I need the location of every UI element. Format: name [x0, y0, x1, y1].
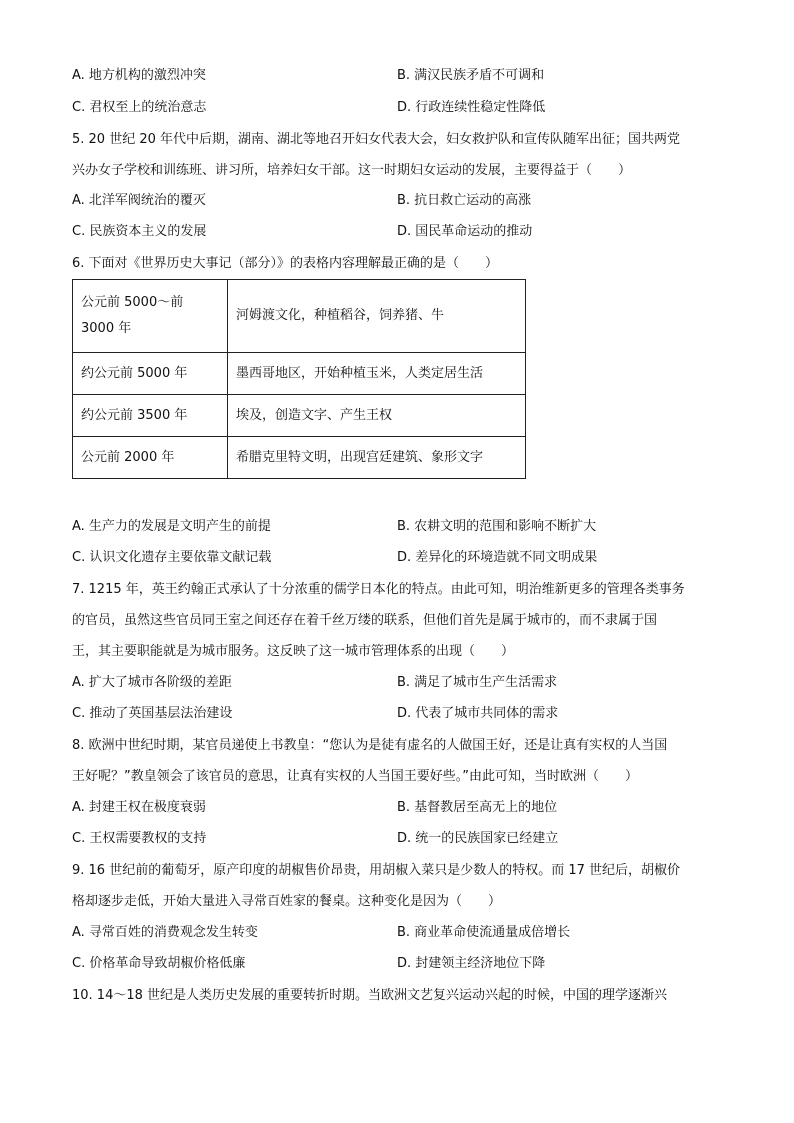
- table-cell-event: 河姆渡文化，种植稻谷，饲养猪、牛: [228, 280, 526, 353]
- q9-options-row-1: [72, 923, 732, 943]
- q4-options-row-1: [72, 66, 732, 86]
- q4-options-row-2: [72, 98, 732, 118]
- table-cell-time: 公元前 5000～前 3000 年: [73, 280, 228, 353]
- q8-options-row-2: [72, 829, 732, 849]
- table-cell-time: 约公元前 5000 年: [73, 353, 228, 395]
- q9-stem-line: 9. 16 世纪前的葡萄牙，原产印度的胡椒售价昂贵，用胡椒入菜只是少数人的特权。而 17 世纪后，胡椒价: [72, 863, 681, 878]
- q7-stem: [72, 574, 724, 667]
- q7-stem-line: 7. 1215 年，英王约翰正式承认了十分浓重的儒学日本化的特点。由此可知，明治维新更多的管理各类事务: [72, 582, 685, 597]
- table-cell-event: 墨西哥地区，开始种植玉米，人类定居生活: [228, 353, 526, 395]
- q5-option-c[interactable]: C. 民族资本主义的发展: [72, 224, 207, 239]
- q5-stem: [72, 124, 724, 186]
- q4-option-c[interactable]: C. 君权至上的统治意志: [72, 100, 207, 115]
- q4-option-d[interactable]: D. 行政连续性稳定性降低: [397, 100, 546, 115]
- q8-option-c[interactable]: C. 王权需要教权的支持: [72, 831, 207, 846]
- q7-option-b[interactable]: B. 满足了城市生产生活需求: [397, 675, 558, 690]
- table-cell-event: 希腊克里特文明，出现宫廷建筑、象形文字: [228, 437, 526, 479]
- q6-options-row-1: [72, 517, 732, 537]
- table-row: [73, 437, 526, 479]
- q8-option-b[interactable]: B. 基督教居至高无上的地位: [397, 800, 558, 815]
- q6-option-b[interactable]: B. 农耕文明的范围和影响不断扩大: [397, 519, 597, 534]
- q5-options-row-1: [72, 191, 732, 211]
- q8-stem-line: 8. 欧洲中世纪时期，某官员递使上书教皇：“您认为是徒有虚名的人做国王好，还是让真有实权的人当国: [72, 738, 668, 753]
- history-events-table: [72, 279, 526, 479]
- q5-stem-line: 兴办女子学校和训练班、讲习所，培养妇女干部。这一时期妇女运动的发展，主要得益于（ ）: [72, 163, 632, 178]
- q8-stem-line: 王好呢？”教皇领会了该官员的意思，让真有实权的人当国王要好些。”由此可知，当时欧洲（ ）: [72, 769, 638, 784]
- q10-stem: [72, 980, 724, 1011]
- q7-options-row-1: [72, 673, 732, 693]
- q4-option-a[interactable]: A. 地方机构的激烈冲突: [72, 68, 206, 83]
- q5-option-a[interactable]: A. 北洋军阀统治的覆灭: [72, 193, 206, 208]
- q8-option-a[interactable]: A. 封建王权在极度衰弱: [72, 800, 206, 815]
- q9-stem: [72, 855, 724, 917]
- q6-stem-line: 6. 下面对《世界历史大事记（部分）》的表格内容理解最正确的是（ ）: [72, 256, 499, 271]
- q6-stem: [72, 248, 724, 279]
- q7-options-row-2: [72, 704, 732, 724]
- table-cell-time: 约公元前 3500 年: [73, 395, 228, 437]
- table-row: [73, 280, 526, 353]
- q6-option-a[interactable]: A. 生产力的发展是文明产生的前提: [72, 519, 271, 534]
- q8-option-d[interactable]: D. 统一的民族国家已经建立: [397, 831, 559, 846]
- q7-option-a[interactable]: A. 扩大了城市各阶级的差距: [72, 675, 232, 690]
- q7-stem-line: 的官员，虽然这些官员同王室之间还存在着千丝万缕的联系，但他们首先是属于城市的，而不隶属于国: [72, 613, 658, 628]
- q9-option-a[interactable]: A. 寻常百姓的消费观念发生转变: [72, 925, 258, 940]
- q8-stem: [72, 730, 724, 792]
- q5-option-d[interactable]: D. 国民革命运动的推动: [397, 224, 533, 239]
- q7-option-c[interactable]: C. 推动了英国基层法治建设: [72, 706, 233, 721]
- q9-option-d[interactable]: D. 封建领主经济地位下降: [397, 956, 546, 971]
- q7-option-d[interactable]: D. 代表了城市共同体的需求: [397, 706, 559, 721]
- table-cell-time: 公元前 2000 年: [73, 437, 228, 479]
- table-row: [73, 353, 526, 395]
- table-row: [73, 395, 526, 437]
- q10-stem-line: 10. 14～18 世纪是人类历史发展的重要转折时期。当欧洲文艺复兴运动兴起的时候，中国的理学逐渐兴: [72, 988, 668, 1003]
- q9-stem-line: 格却逐步走低，开始大量进入寻常百姓家的餐桌。这种变化是因为（ ）: [72, 894, 502, 909]
- q5-option-b[interactable]: B. 抗日救亡运动的高涨: [397, 193, 532, 208]
- table-cell-event: 埃及，创造文字、产生王权: [228, 395, 526, 437]
- q6-option-c[interactable]: C. 认识文化遗存主要依靠文献记载: [72, 550, 272, 565]
- q6-options-row-2: [72, 548, 732, 568]
- q8-options-row-1: [72, 798, 732, 818]
- q9-option-c[interactable]: C. 价格革命导致胡椒价格低廉: [72, 956, 246, 971]
- q9-option-b[interactable]: B. 商业革命使流通量成倍增长: [397, 925, 571, 940]
- q5-stem-line: 5. 20 世纪 20 年代中后期，湖南、湖北等地召开妇女代表大会，妇女救护队和宣传队随军出征；国共两党: [72, 132, 681, 147]
- q6-option-d[interactable]: D. 差异化的环境造就不同文明成果: [397, 550, 598, 565]
- q5-options-row-2: [72, 222, 732, 242]
- q4-option-b[interactable]: B. 满汉民族矛盾不可调和: [397, 68, 545, 83]
- q9-options-row-2: [72, 954, 732, 974]
- q7-stem-line: 王，其主要职能就是为城市服务。这反映了这一城市管理体系的出现（ ）: [72, 644, 515, 659]
